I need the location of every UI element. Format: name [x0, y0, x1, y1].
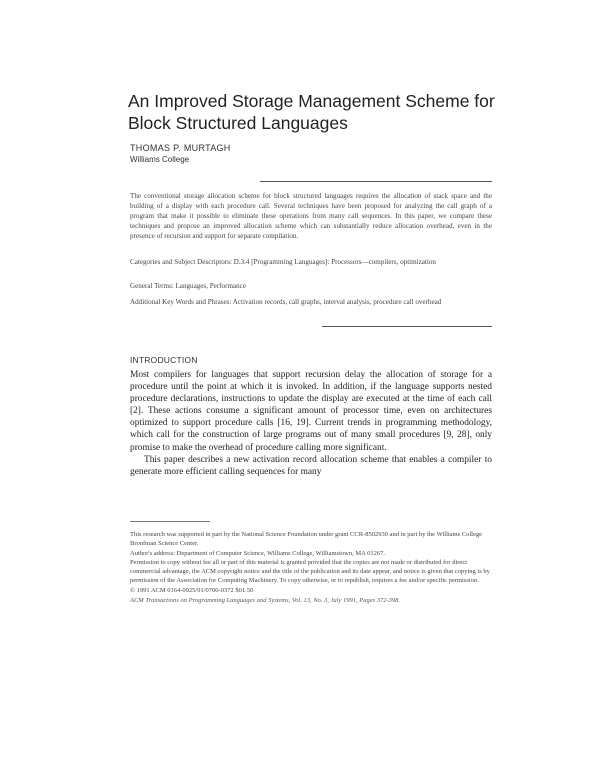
section-heading: INTRODUCTION [130, 355, 198, 365]
abstract-end-rule [322, 326, 492, 327]
keywords: Additional Key Words and Phrases: Activation records, call graphs, interval analysis, procedure call overhead [130, 298, 442, 306]
footnote-rule [130, 521, 210, 522]
footnotes [130, 530, 492, 595]
general-terms: General Terms: Languages, Performance [130, 282, 246, 290]
author-name: THOMAS P. MURTAGH [130, 143, 231, 153]
footnote-address: Author's address: Department of Computer Science, Williams College, Williamstown, MA 01267. [130, 549, 385, 557]
footnote-support: This research was supported in part by the National Science Foundation under grant CCR-8502930 and in part by the Williams College Bronfman Science Center. [130, 531, 482, 548]
intro-paragraph-1: Most compilers for languages that support recursion delay the allocation of storage for a procedure until the point at which it is invoked. In addition, if the language supports nested procedure declarations, instructions to update the display are executed at the time of each call [2]. These actions consume a significant amount of processor time, even on architectures optimized to support procedure calls [16, 19]. Current trends in programming methodology, which call for the construction of large programs out of many small procedures [9, 28], only promise to make the overhead of procedure calling more significant. [130, 370, 492, 453]
footnote-copyright: © 1991 ACM 0164-0925/91/0700-0372 $01.50 [130, 586, 254, 594]
journal-citation: ACM Transactions on Programming Languages and Systems, Vol. 13, No. 3, July 1991, Pages 372-398. [130, 597, 401, 604]
paper-title: An Improved Storage Management Scheme for Block Structured Languages [128, 91, 495, 133]
author-affiliation: Williams College [130, 155, 190, 164]
intro-paragraph-2: This paper describes a new activation record allocation scheme that enables a compiler to generate more efficient calling sequences for many [130, 454, 492, 477]
footnote-permission: Permission to copy without fee all or part of this material is granted provided that the copies are not made or distributed for direct commercial advantage, the ACM copyright notice and the title of the publication and its date appear, and notice is given that copying is by permission of the Association for Computing Machinery. To copy otherwise, or to republish, requires a fee and/or specific permission. [130, 558, 490, 585]
abstract: The conventional storage allocation scheme for block structured languages requires the allocation of stack space and the building of a display with each procedure call. Several techniques have been proposed for analyzing the call graph of a program that make it possible to eliminate these operations from many call sequences. In this paper, we compare these techniques and propose an improved allocation scheme which can substantially reduce allocation overhead, even in the presence of recursion and support for separate compilation. [130, 192, 492, 240]
intro-text [130, 369, 492, 478]
header-rule [260, 181, 492, 182]
categories-descriptors: Categories and Subject Descriptors: D.3.4 [Programming Languages]: Processors—compilers, optimization [130, 258, 436, 266]
